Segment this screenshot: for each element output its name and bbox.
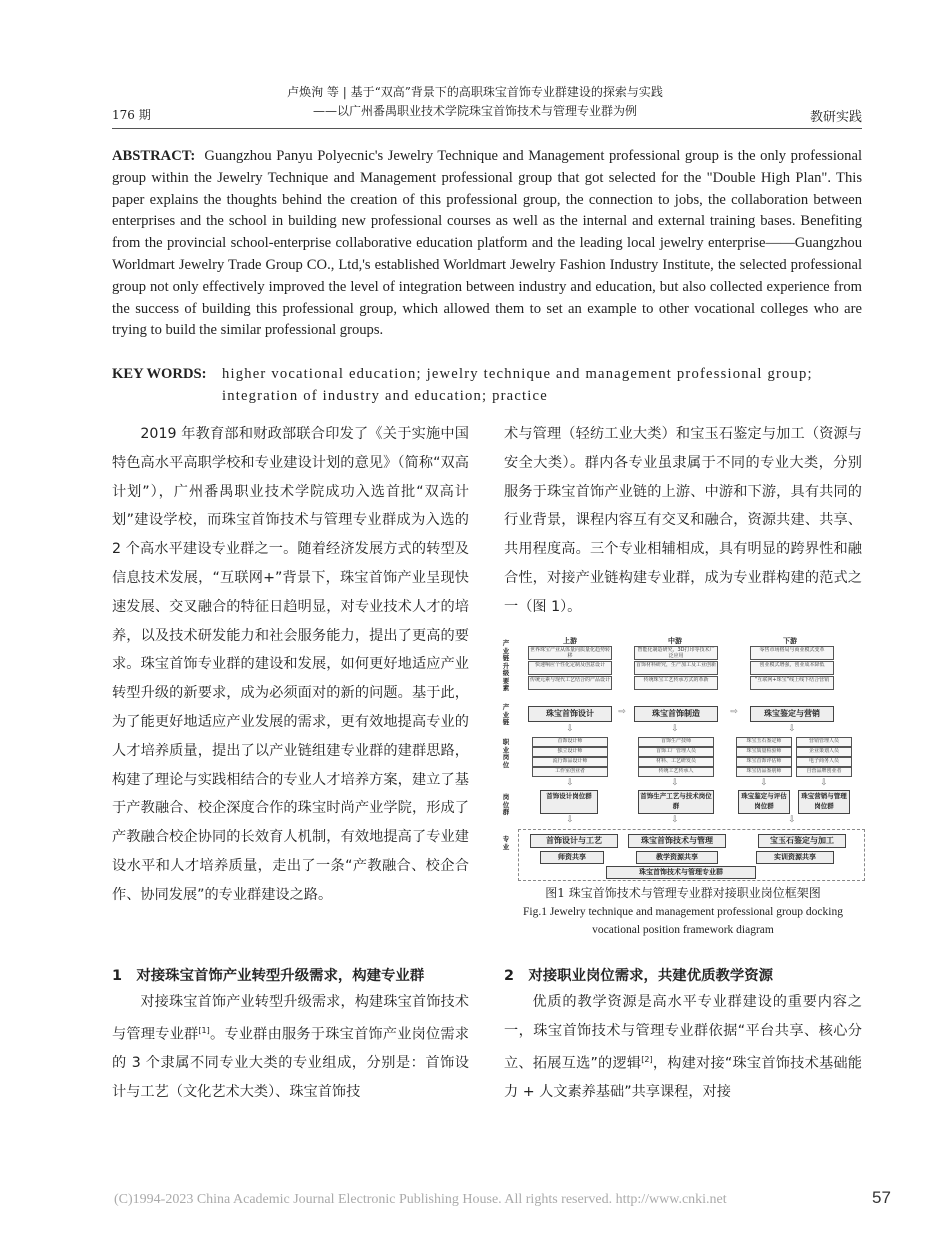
shared-box: 教学资源共享 [636,851,718,864]
copyright-notice: (C)1994-2023 China Academic Journal Electronic Publishing House. All rights reserved. http://www.cnki.net [114,1192,727,1207]
job-box: 珠宝玉石鉴定师 [736,737,792,747]
issue-number: 176 期 [112,108,151,122]
job-box: 首饰工厂管理人员 [638,747,714,757]
citation-1: [1] [198,1025,210,1035]
job-box: 首饰设计师 [532,737,608,747]
job-box: 珠宝仿品鉴别师 [736,767,792,777]
major-box: 首饰设计与工艺 [530,834,618,848]
arrow-down-icon: ⇩ [566,778,574,788]
factor-box: 智能化制造研究，3D打印等技术广泛应用 [634,646,718,660]
page-number: 57 [872,1188,891,1207]
stage-upstream: 上游 [563,637,577,645]
job-box: 材料、工艺研发员 [638,757,714,767]
job-box: 企业策划人员 [796,747,852,757]
section-1-paragraph: 对接珠宝首饰产业转型升级需求，构建珠宝首饰技术与管理专业群[1]。专业群由服务于珠宝首饰产业岗位需求的 3 个隶属不同专业大类的专业组成，分别是：首饰设计与工艺（文化艺术大类）、珠宝首饰技 [112,994,469,1101]
job-box: 工作室创业者 [532,767,608,777]
group-box: 首饰生产工艺与技术岗位群 [638,790,714,814]
keywords-label: KEY WORDS: [112,366,207,382]
arrow-down-icon: ⇩ [671,778,679,788]
factor-box: 传统珠宝工艺传承方式的革新 [634,676,718,690]
arrow-down-icon: ⇩ [671,815,679,825]
shared-box: 师资共享 [540,851,604,864]
arrow-right-icon: ⇨ [618,707,626,717]
factor-box: 世界珠宝产业从体量向质量化趋势转移 [529,647,610,659]
job-box: 传统工艺传承人 [638,767,714,777]
arrow-down-icon: ⇩ [788,815,796,825]
factor-box: 零售市场格局与商业模式变革 [750,646,834,660]
continued-paragraph: 术与管理（轻纺工业大类）和宝玉石鉴定与加工（资源与安全大类）。群内各专业虽隶属于不同的专业大类，分别服务于珠宝首饰产业链的上游、中游和下游，具有共同的行业背景，课程内容互有交叉和融合，资源共建、共享、共用程度高。三个专业相辅相成，具有明显的跨界性和融合性，对接产业链构建专业群，成为专业群构建的范式之一（图 1）。 [504,426,862,615]
major-box: 珠宝首饰技术与管理 [628,834,726,848]
figure-caption-cn: 图1 珠宝首饰技术与管理专业群对接职业岗位框架图 [545,886,821,900]
arrow-down-icon: ⇩ [671,724,679,734]
keywords-text: higher vocational education; jewelry technique and management professional group; integration of industry and education; practice [222,366,813,404]
figure-1-diagram [500,636,866,881]
arrow-down-icon: ⇩ [760,778,768,788]
job-box: 首饰生产技师 [638,737,714,747]
shared-box: 实训资源共享 [756,851,834,864]
group-box: 珠宝鉴定与评估岗位群 [738,790,790,814]
row-label-chain: 产业链 [502,703,510,726]
job-box: 自营品牌创业者 [796,767,852,777]
group-box: 首饰设计岗位群 [540,790,598,814]
job-box: 电子商务人员 [796,757,852,767]
job-box: 流行饰品设计师 [532,757,608,767]
arrow-down-icon: ⇩ [566,724,574,734]
chain-box: 珠宝鉴定与营销 [750,706,834,722]
header-divider [112,128,862,129]
section-2-paragraph: 优质的教学资源是高水平专业群建设的重要内容之一，珠宝首饰技术与管理专业群依据“平台共享、核心分立、拓展互选”的逻辑[2]，构建对接“珠宝首饰技术基础能力 + 人文素养基础”共享课程，对接 [504,994,862,1101]
factor-box: “互联网+珠宝”线上线下结合营销 [750,676,834,690]
factor-box: 传统元素与现代工艺结合的产品设计 [528,676,612,690]
stage-downstream: 下游 [783,637,797,645]
section-name: 教研实践 [809,110,862,125]
chain-box: 珠宝首饰制造 [634,706,718,722]
major-box: 宝玉石鉴定与加工 [758,834,846,848]
row-label-jobs: 职业岗位 [502,738,510,769]
section-2-body [504,988,862,1107]
chain-box: 珠宝首饰设计 [528,706,612,722]
abstract-label: ABSTRACT: [112,148,196,164]
group-box: 珠宝营销与管理岗位群 [798,790,850,814]
abstract-text: Guangzhou Panyu Polyecnic's Jewelry Technique and Management professional group is the only professional group within the Jewelry Technique and Management professional group that got selected for the "Double High Plan". This paper explains the thoughts behind the creation of this professional group, the connection to jobs, the collaboration between enterprises and the school in building new professional courses as well as the internal and external training bases. Benefiting from the provincial school-enterprise collaborative education platform and the leading local jewelry enterprise——Guangzhou Worldmart Jewelry Trade Group CO., Ltd,'s established Worldmart Jewelry Fashion Industry Institute, the selected professional group not only effectively improved the level of integration between industry and education, but also collected experience from the success of building this professional group, which allowed them to set an example to other vocational colleges who are trying to build the similar professional groups. [112,148,862,339]
arrow-right-icon: ⇨ [730,707,738,717]
factor-box: 快速响应个性化定制及创意设计 [528,661,612,675]
job-box: 珠宝质量检验师 [736,747,792,757]
stage-midstream: 中游 [668,637,682,645]
right-column [504,420,862,622]
factor-box: 首饰材料研究，生产加工及工业创新 [634,661,718,675]
factor-box: 创业模式增强，创业成本降低 [750,661,834,675]
citation-2: [2] [641,1054,653,1064]
arrow-down-icon: ⇩ [820,778,828,788]
job-box: 珠宝首饰评估师 [736,757,792,767]
heading-section-1: 1 对接珠宝首饰产业转型升级需求，构建专业群 [112,968,425,984]
running-title: 卢焕洵 等 | 基于“双高”背景下的高职珠宝首饰专业群建设的探索与实践 [287,85,663,99]
left-column [112,420,469,910]
intro-paragraph: 2019 年教育部和财政部联合印发了《关于实施中国特色高水平高职学校和专业建设计划的意见》（简称“双高计划”），广州番禺职业技术学院成功入选首批“双高计划”建设学校，而珠宝首饰技术与管理专业群成为入选的 2 个高水平建设专业群之一。随着经济发展方式的转型及信息技术发展，“互联网+”背景下，珠宝首饰产业呈现快速发展、交叉融合的特征日趋明显，对专业技术人才的培养，以及技术研发能力和社会服务能力，提出了更高的要求。珠宝首饰专业群的建设和发展，如何更好地适应产业转型升级的新要求，成为必须面对的新的问题。基于此，为了能更好地适应产业发展的需求，更有效地提高专业的人才培养质量，提出了以产业链组建专业群的建群思路，构建了理论与实践相结合的专业人才培养方案，建立了基于产教融合、校企深度合作的珠宝时尚产业学院，形成了产教融合校企协同的长效育人机制，有效地提高了专业建设水平和人才培养质量，走出了一条“产教融合、校企合作、协同发展”的专业群建设之路。 [112,426,469,903]
heading-section-2: 2 对接职业岗位需求，共建优质教学资源 [504,968,774,984]
running-subtitle: ——以广州番禺职业技术学院珠宝首饰技术与管理专业群为例 [312,104,637,118]
figure-caption-en-1: Fig.1 Jewelry technique and management professional group docking [522,906,843,918]
arrow-down-icon: ⇩ [788,724,796,734]
job-box: 独立设计师 [532,747,608,757]
abstract [112,146,862,342]
row-label-groups: 岗位群 [502,793,510,816]
section-1-body [112,988,469,1107]
job-box: 营销管理人员 [796,737,852,747]
professional-group-box: 珠宝首饰技术与管理专业群 [606,866,756,879]
row-label-factors: 产业链升级要素 [502,639,510,692]
figure-caption-en-2: vocational position framework diagram [592,924,774,936]
arrow-down-icon: ⇩ [566,815,574,825]
row-label-majors: 专业 [502,835,510,851]
